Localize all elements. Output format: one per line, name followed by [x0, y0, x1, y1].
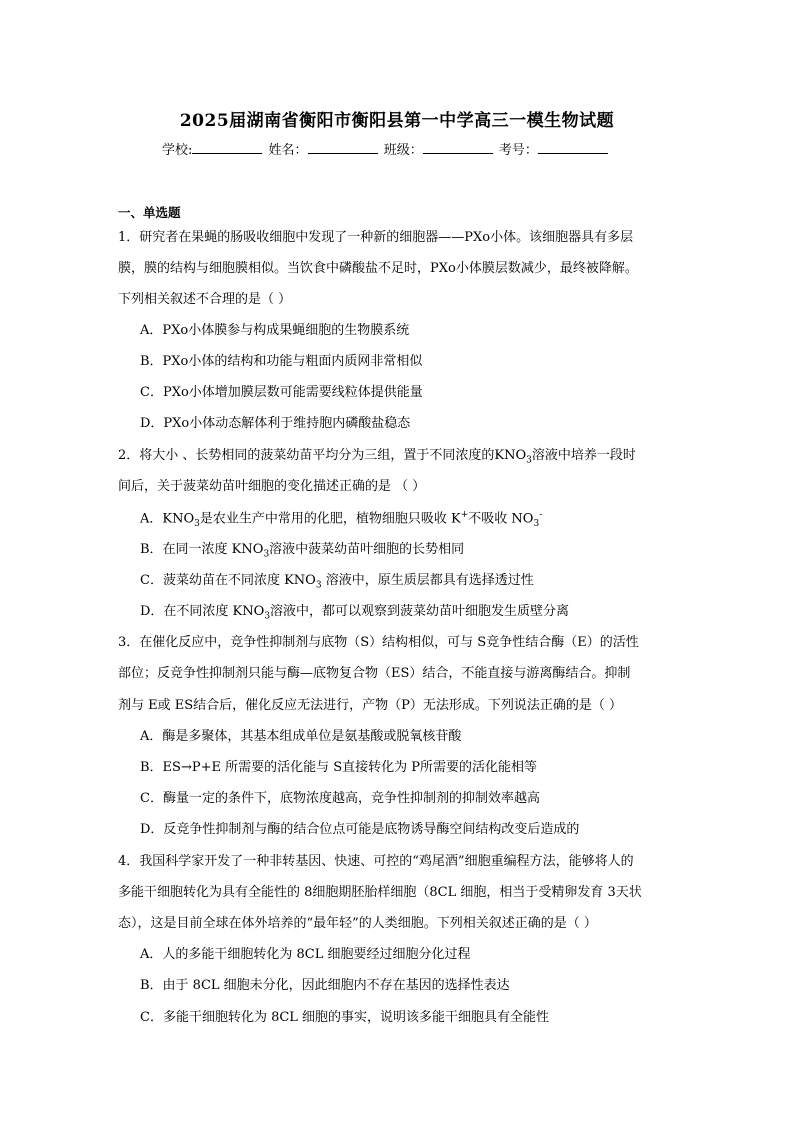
q2-option-d-text: 溶液中，都可以观察到菠菜幼苗叶细胞发生质壁分离	[270, 604, 570, 619]
q2-line-2: 间后，关于菠菜幼苗叶细胞的变化描述正确的是 （ ）	[118, 479, 426, 494]
subscript: 3	[526, 455, 532, 466]
q3-option-b: B．ES→P+E 所需要的活化能与 S直接转化为 P所需要的活化能相等	[140, 760, 538, 775]
q2-option-a	[140, 511, 542, 529]
page-title: 2025届湖南省衡阳市衡阳县第一中学高三一模生物试题	[179, 111, 615, 131]
exam-no-blank	[538, 141, 608, 154]
section-heading: 一、单选题	[118, 205, 181, 220]
q1-line-3: 下列相关叙述不合理的是（ ）	[118, 292, 292, 307]
q4-line-3: 态），这是目前全球在体外培养的“最年轻”的人类细胞。下列相关叙述正确的是（ ）	[118, 916, 597, 931]
exam-no-label: 考号：	[498, 143, 538, 158]
student-info-line	[162, 139, 610, 158]
q1-option-c: C．PXo小体增加膜层数可能需要线粒体提供能量	[140, 385, 423, 400]
q1-line-1: 1．研究者在果蝇的肠吸收细胞中发现了一种新的细胞器——PXo小体。该细胞器具有多层	[118, 230, 634, 245]
subscript: 3	[533, 518, 540, 529]
school-blank	[192, 141, 262, 154]
q2-line-1	[118, 449, 636, 466]
q3-option-a: A．酶是多聚体，其基本组成单位是氨基酸或脱氧核苷酸	[140, 729, 462, 744]
q4-option-b: B．由于 8CL 细胞未分化，因此细胞内不存在基因的选择性表达	[140, 978, 510, 993]
name-label: 姓名：	[268, 143, 308, 158]
q4-option-c: C．多能干细胞转化为 8CL 细胞的事实，说明该多能干细胞具有全能性	[140, 1010, 550, 1025]
q2-option-a-text: 不吸收 NO	[468, 511, 534, 527]
school-label: 学校:	[162, 143, 193, 158]
subscript: 3	[315, 580, 322, 591]
q2-option-c	[140, 574, 534, 591]
superscript: -	[539, 510, 543, 520]
q2-option-c-text: C．菠菜幼苗在不同浓度 KNO	[140, 573, 316, 588]
q1-option-d: D．PXo小体动态解体利于维持胞内磷酸盐稳态	[140, 416, 411, 431]
q3-option-d: D．反竞争性抑制剂与酶的结合位点可能是底物诱导酶空间结构改变后造成的	[140, 822, 580, 837]
q1-option-a: A．PXo小体膜参与构成果蝇细胞的生物膜系统	[140, 323, 410, 338]
q2-option-a-text: 是农业生产中常用的化肥，植物细胞只吸收 K	[199, 511, 461, 527]
subscript: 3	[194, 518, 200, 529]
class-label: 班级：	[383, 143, 423, 158]
q2-option-b-text: 溶液中菠菜幼苗叶细胞的长势相同	[269, 542, 465, 557]
q3-line-2: 部位；反竞争性抑制剂只能与酶—底物复合物（ES）结合，不能直接与游离酶结合。抑制	[118, 666, 631, 681]
q1-option-b: B．PXo小体的结构和功能与粗面内质网非常相似	[140, 354, 423, 369]
q3-option-c: C．酶量一定的条件下，底物浓度越高，竞争性抑制剂的抑制效率越高	[140, 791, 540, 806]
q1-line-2: 膜，膜的结构与细胞膜相似。当饮食中磷酸盐不足时，PXo小体膜层数减少，最终被降解。	[118, 261, 638, 276]
q4-option-a: A．人的多能干细胞转化为 8CL 细胞要经过细胞分化过程	[140, 947, 471, 962]
q4-line-2: 多能干细胞转化为具有全能性的 8细胞期胚胎样细胞（8CL 细胞，相当于受精卵发育 3天状	[118, 885, 642, 900]
superscript: +	[460, 510, 469, 520]
q2-line-1-b: 溶液中培养一段时	[531, 448, 636, 463]
q2-option-a-text: A．KNO	[140, 511, 195, 527]
q2-line-1-a: 2．将大小 、长势相同的菠菜幼苗平均分为三组，置于不同浓度的KNO	[118, 448, 527, 463]
q2-option-c-text: 溶液中，原生质层都具有选择透过性	[321, 573, 534, 588]
q3-line-3: 剂与 E或 ES结合后，催化反应无法进行，产物（P）无法形成。下列说法正确的是（ ）	[118, 698, 623, 713]
q4-line-1: 4．我国科学家开发了一种非转基因、快速、可控的“鸡尾酒”细胞重编程方法，能够将人的	[118, 854, 634, 869]
q2-option-b	[140, 543, 464, 560]
q2-option-d-text: D．在不同浓度 KNO	[140, 604, 265, 619]
q3-line-1: 3．在催化反应中，竞争性抑制剂与底物（S）结构相似，可与 S竞争性结合酶（E）的活性	[118, 635, 639, 650]
class-blank	[423, 141, 493, 154]
name-blank	[308, 141, 378, 154]
subscript: 3	[263, 549, 270, 560]
subscript: 3	[264, 611, 271, 622]
q2-option-b-text: B．在同一浓度 KNO	[140, 542, 264, 557]
q2-option-d	[140, 605, 569, 622]
